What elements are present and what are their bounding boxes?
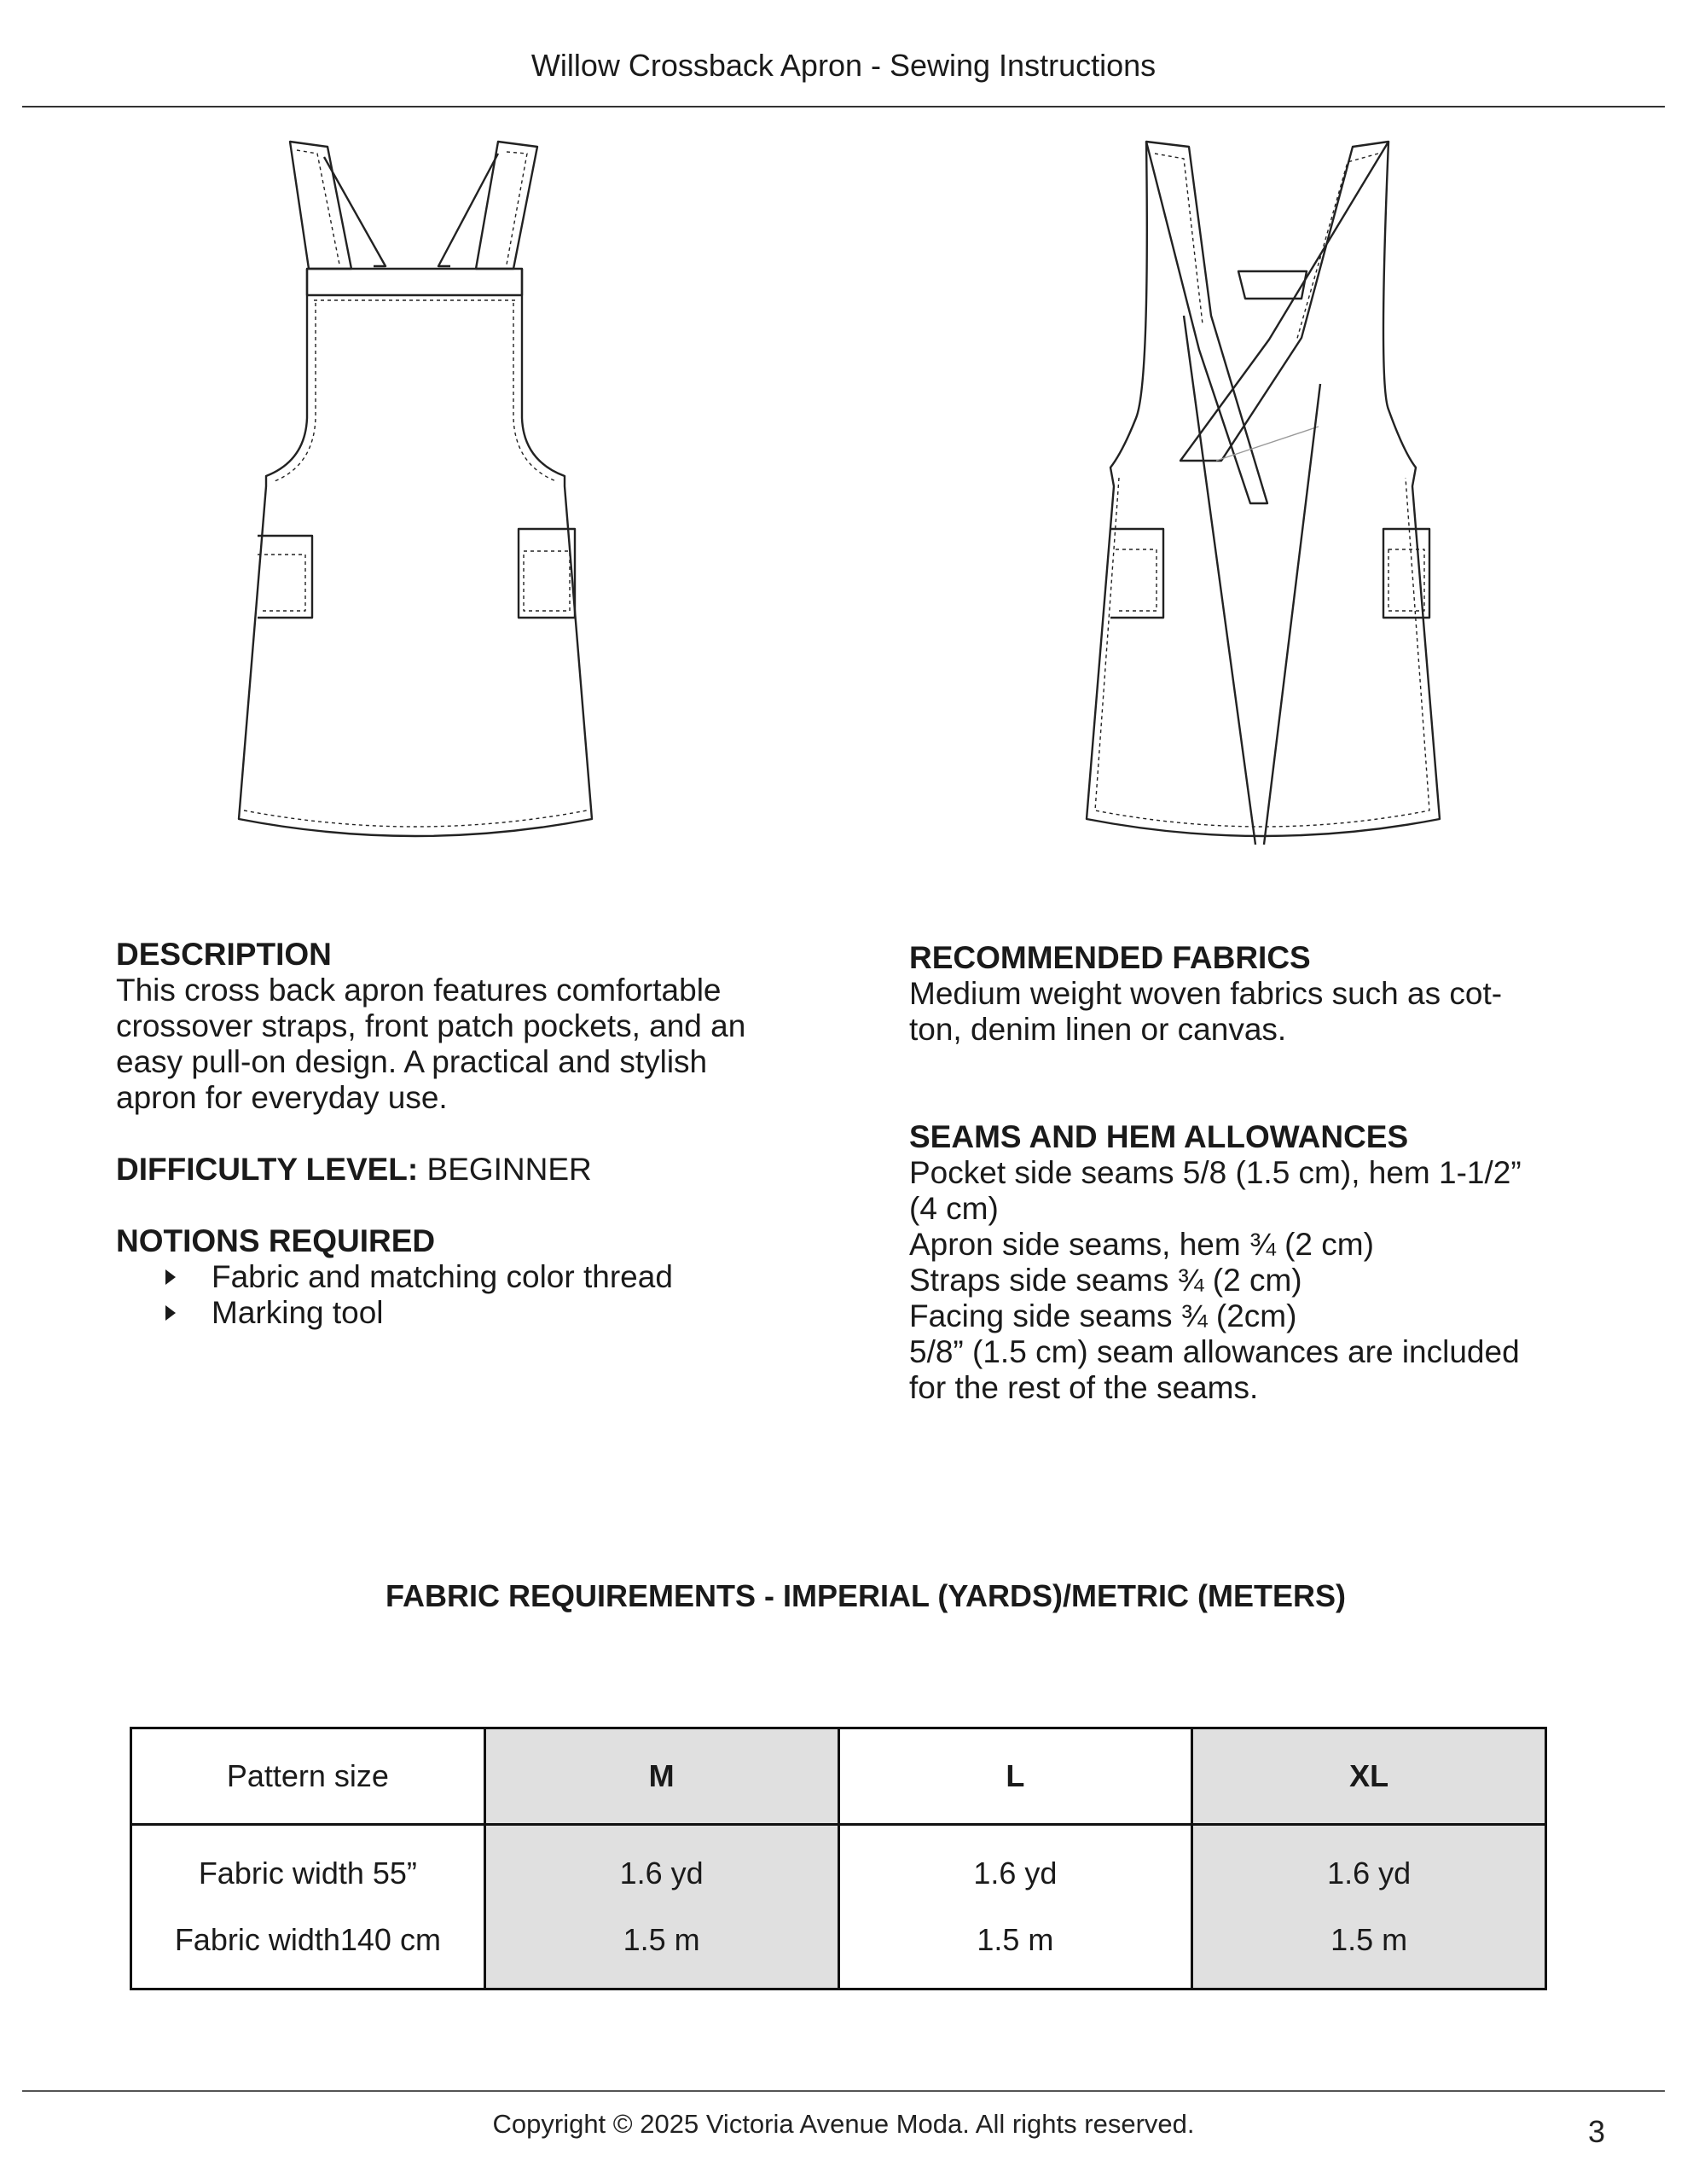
fabrics-line: ton, denim linen or canvas.	[909, 1012, 1287, 1047]
size-header-m: M	[484, 1728, 838, 1825]
difficulty-level	[116, 1152, 884, 1188]
seams-line: (4 cm)	[909, 1191, 999, 1226]
description-line: apron for everyday use.	[116, 1080, 448, 1115]
table-cell-m	[484, 1825, 838, 1989]
row-labels-cell	[131, 1825, 485, 1989]
pattern-size-label: Pattern size	[131, 1728, 485, 1825]
page-number: 3	[1588, 2114, 1606, 2149]
apron-front-sketch	[223, 128, 616, 862]
imperial-value: 1.6 yd	[619, 1856, 704, 1891]
bullet-arrow-icon	[165, 1269, 176, 1285]
metric-value: 1.5 m	[977, 1922, 1054, 1957]
list-item	[116, 1259, 884, 1295]
header-divider	[22, 106, 1665, 107]
row-label-metric: Fabric width140 cm	[174, 1922, 441, 1957]
difficulty-label: DIFFICULTY LEVEL:	[116, 1152, 419, 1187]
description-line: crossover straps, front patch pockets, and an	[116, 1008, 746, 1043]
row-label-imperial: Fabric width 55”	[198, 1856, 417, 1891]
description-line: easy pull-on design. A practical and stylish	[116, 1044, 708, 1079]
table-cell-xl	[1192, 1825, 1546, 1989]
seams-line: Straps side seams ¾ (2 cm)	[909, 1263, 1302, 1298]
bullet-arrow-icon	[165, 1305, 176, 1321]
left-info-column	[116, 937, 884, 1331]
seams-heading: SEAMS AND HEM ALLOWANCES	[909, 1119, 1409, 1154]
table-cell-l	[838, 1825, 1192, 1989]
description-text	[116, 973, 884, 1116]
notions-list	[116, 1259, 884, 1331]
apron-back-sketch	[1071, 128, 1464, 862]
list-item	[116, 1295, 884, 1331]
metric-value: 1.5 m	[623, 1922, 700, 1957]
description-heading: DESCRIPTION	[116, 937, 332, 972]
difficulty-value: BEGINNER	[418, 1152, 592, 1187]
table-header-row	[131, 1728, 1546, 1825]
notion-item-label: Marking tool	[212, 1295, 384, 1330]
imperial-value: 1.6 yd	[1327, 1856, 1412, 1891]
seams-line: 5/8” (1.5 cm) seam allowances are included	[909, 1334, 1520, 1369]
fabric-requirements-title: FABRIC REQUIREMENTS - IMPERIAL (YARDS)/METRIC (METERS)	[385, 1578, 1347, 1613]
copyright-notice: Copyright © 2025 Victoria Avenue Moda. All rights reserved.	[492, 2109, 1195, 2139]
seams-line: Apron side seams, hem ¾ (2 cm)	[909, 1227, 1374, 1262]
metric-value: 1.5 m	[1330, 1922, 1408, 1957]
fabric-requirements-table	[130, 1727, 1547, 1990]
imperial-value: 1.6 yd	[973, 1856, 1058, 1891]
seams-line: for the rest of the seams.	[909, 1370, 1259, 1405]
right-info-column	[909, 940, 1609, 1406]
footer-divider	[22, 2090, 1665, 2092]
seams-line: Facing side seams ¾ (2cm)	[909, 1298, 1297, 1333]
seams-line: Pocket side seams 5/8 (1.5 cm), hem 1-1/2”	[909, 1155, 1522, 1190]
size-header-l: L	[838, 1728, 1192, 1825]
size-header-xl: XL	[1192, 1728, 1546, 1825]
description-line: This cross back apron features comfortable	[116, 973, 722, 1008]
notions-heading: NOTIONS REQUIRED	[116, 1223, 436, 1258]
fabrics-line: Medium weight woven fabrics such as cot-	[909, 976, 1503, 1011]
notion-item-label: Fabric and matching color thread	[212, 1259, 673, 1294]
page-header-title: Willow Crossback Apron - Sewing Instructions	[530, 48, 1157, 83]
table-row	[131, 1825, 1546, 1989]
fabrics-heading: RECOMMENDED FABRICS	[909, 940, 1311, 975]
